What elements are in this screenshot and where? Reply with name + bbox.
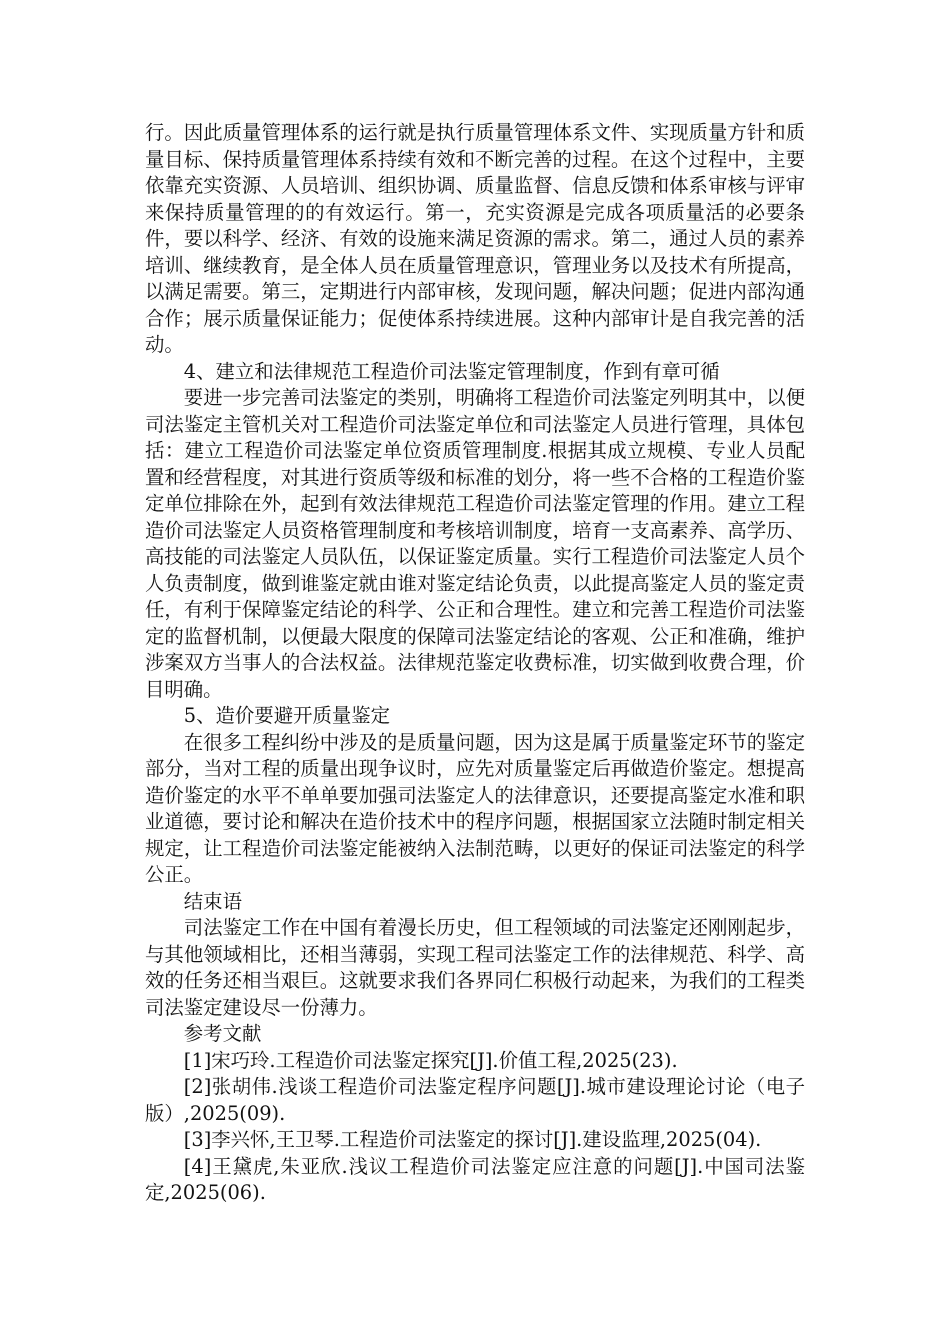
- document-body: [145, 120, 805, 1207]
- paragraph-conclusion: 司法鉴定工作在中国有着漫长历史，但工程领域的司法鉴定还刚刚起步，与其他领域相比，还相当薄弱，实现工程司法鉴定工作的法律规范、科学、高效的任务还相当艰巨。这就要求我们各界同仁积极行动起来，为我们的工程类司法鉴定建设尽一份薄力。: [145, 916, 805, 1019]
- paragraph-quality-appraisal: 在很多工程纠纷中涉及的是质量问题，因为这是属于质量鉴定环节的鉴定部分，当对工程的质量出现争议时，应先对质量鉴定后再做造价鉴定。想提高造价鉴定的水平不单单要加强司法鉴定人的法律意识，还要提高鉴定水准和职业道德，要讨论和解决在造价技术中的程序问题，根据国家立法随时制定相关规定，让工程造价司法鉴定能被纳入法制范畴，以更好的保证司法鉴定的科学公正。: [145, 730, 805, 886]
- reference-item-4: [4]王黛虎,朱亚欣.浅议工程造价司法鉴定应注意的问题[J].中国司法鉴定,2025(06).: [145, 1154, 805, 1204]
- reference-item-3: [3]李兴怀,王卫琴.工程造价司法鉴定的探讨[J].建设监理,2025(04).: [183, 1128, 762, 1151]
- reference-item-1: [1]宋巧玲.工程造价司法鉴定探究[J].价值工程,2025(23).: [183, 1048, 678, 1072]
- conclusion-heading: 结束语: [183, 889, 242, 913]
- reference-item-2: [2]张胡伟.浅谈工程造价司法鉴定程序问题[J].城市建设理论讨论（电子版）,2025(09).: [145, 1075, 805, 1125]
- paragraph-management-system: 要进一步完善司法鉴定的类别，明确将工程造价司法鉴定列明其中，以便司法鉴定主管机关对工程造价司法鉴定单位和司法鉴定人员进行管理，具体包括：建立工程造价司法鉴定单位资质管理制度.根据其成立规模、专业人员配置和经营程度，对其进行资质等级和标准的划分，将一些不合格的工程造价鉴定单位排除在外，起到有效法律规范工程造价司法鉴定管理的作用。建立工程造价司法鉴定人员资格管理制度和考核培训制度，培育一支高素养、高学历、高技能的司法鉴定人员队伍，以保证鉴定质量。实行工程造价司法鉴定人员个人负责制度，做到谁鉴定就由谁对鉴定结论负责，以此提高鉴定人员的鉴定责任，有利于保障鉴定结论的科学、公正和合理性。建立和完善工程造价司法鉴定的监督机制，以便最大限度的保障司法鉴定结论的客观、公正和准确，维护涉案双方当事人的合法权益。法律规范鉴定收费标准，切实做到收费合理，价目明确。: [145, 386, 805, 701]
- references-heading: 参考文献: [183, 1022, 262, 1045]
- paragraph-quality-system-operation: 行。因此质量管理体系的运行就是执行质量管理体系文件、实现质量方针和质量目标、保持质量管理体系持续有效和不断完善的过程。在这个过程中，主要依靠充实资源、人员培训、组织协调、质量监督、信息反馈和体系审核与评审来保持质量管理的的有效运行。第一，充实资源是完成各项质量活的必要条件，要以科学、经济、有效的设施来满足资源的需求。第二，通过人员的素养培训、继续教育，是全体人员在质量管理意识，管理业务以及技术有所提高，以满足需要。第三，定期进行内部审核，发现问题，解决问题；促进内部沟通合作；展示质量保证能力；促使体系持续进展。这种内部审计是自我完善的活动。: [145, 121, 805, 356]
- section-heading-5: 5、造价要避开质量鉴定: [183, 704, 391, 727]
- section-heading-4: 4、建立和法律规范工程造价司法鉴定管理制度，作到有章可循: [183, 359, 720, 383]
